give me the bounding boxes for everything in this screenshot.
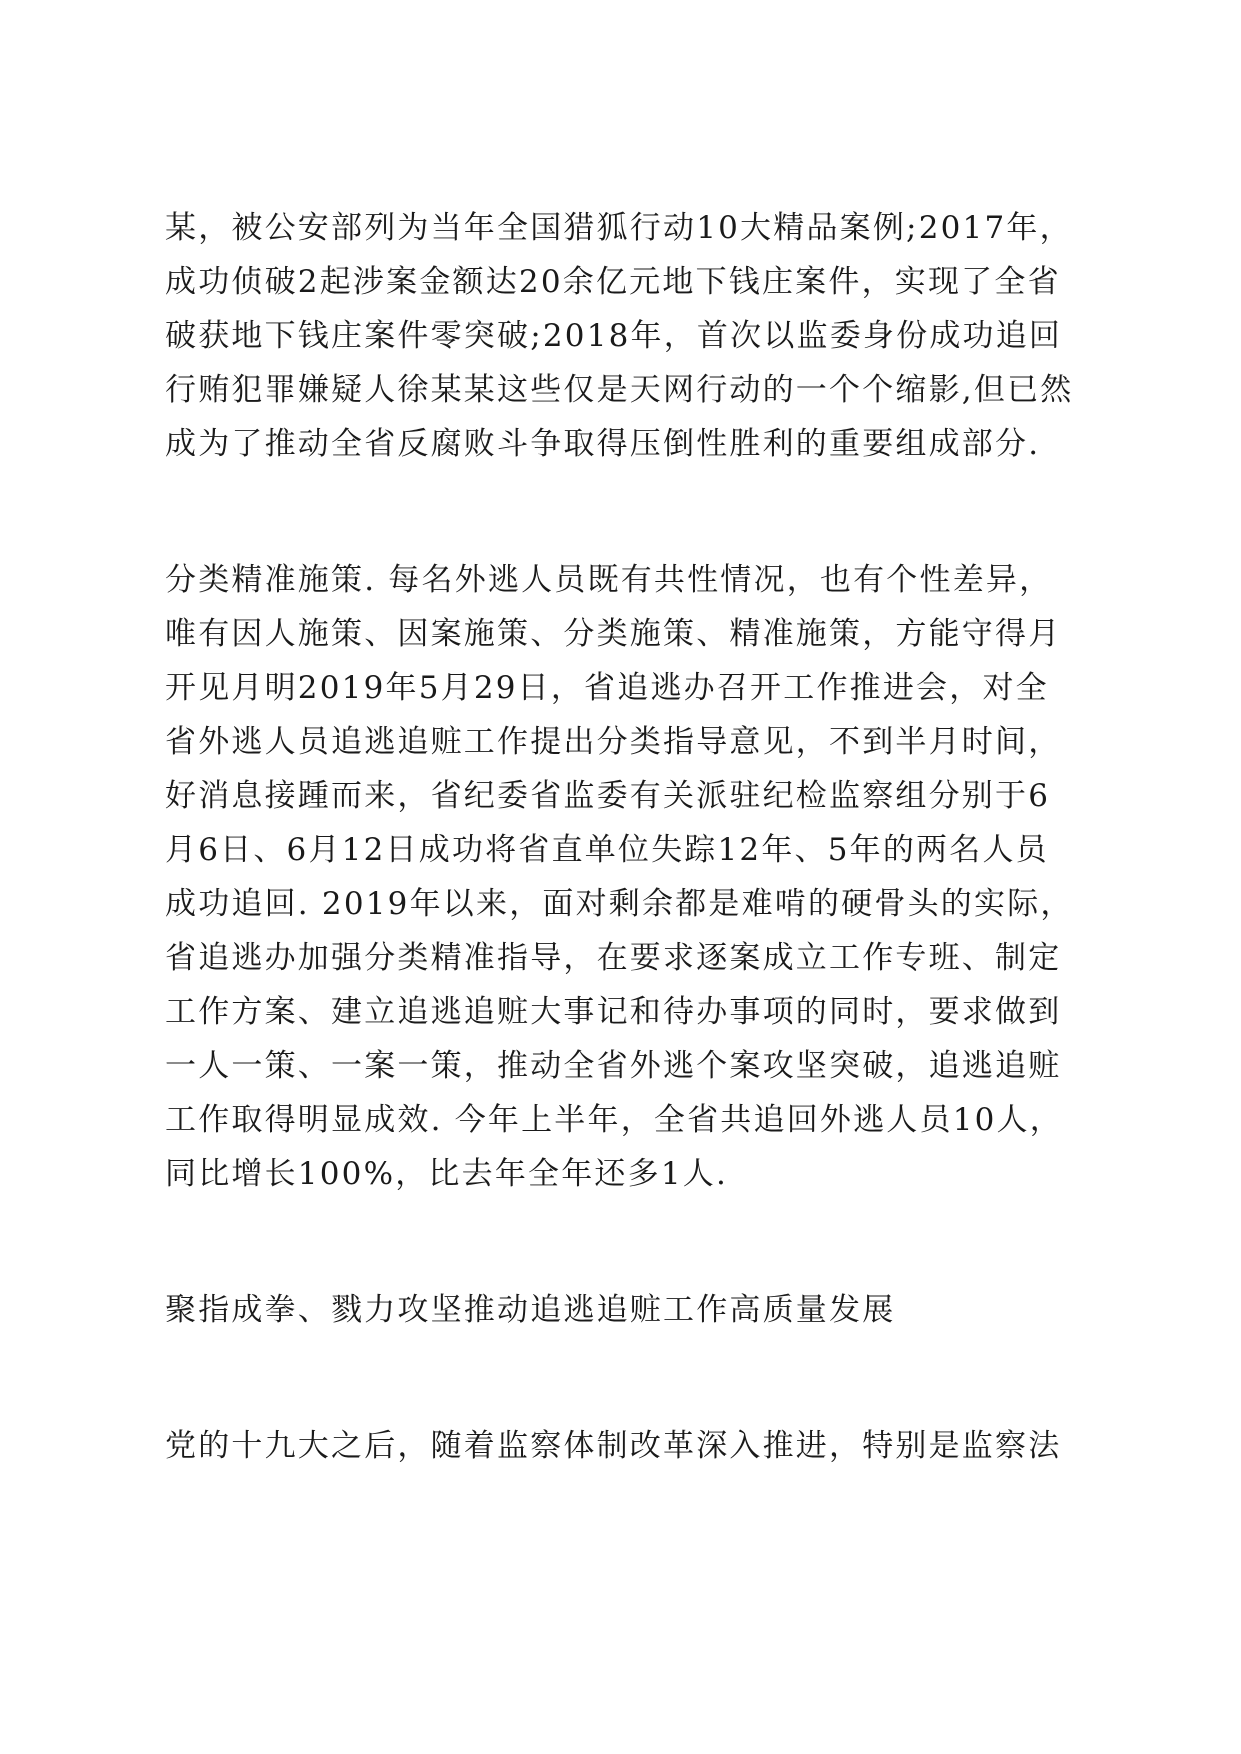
text-line: 开见月明2019年5月29日，省追逃办召开工作推进会，对全 [165,670,1049,706]
text-line: 月6日、6月12日成功将省直单位失踪12年、5年的两名人员 [165,832,1049,868]
text-line: 破获地下钱庄案件零突破;2018年，首次以监委身份成功追回 [165,318,1063,354]
text-line: 省追逃办加强分类精准指导，在要求逐案成立工作专班、制定 [165,940,1062,976]
text-line: 工作方案、建立追逃追赃大事记和待办事项的同时，要求做到 [165,994,1062,1030]
text-line: 行贿犯罪嫌疑人徐某某这些仅是天网行动的一个个缩影,但已然 [165,372,1074,408]
text-line: 工作取得明显成效. 今年上半年，全省共追回外逃人员10人， [165,1102,1063,1138]
text-line: 一人一策、一案一策，推动全省外逃个案攻坚突破，追逃追赃 [165,1048,1062,1084]
text-line: 唯有因人施策、因案施策、分类施策、精准施策，方能守得月 [165,616,1062,652]
text-line: 成功追回. 2019年以来，面对剩余都是难啃的硬骨头的实际， [165,886,1074,922]
text-line: 成为了推动全省反腐败斗争取得压倒性胜利的重要组成部分. [165,426,1041,462]
text-line: 同比增长100%，比去年全年还多1人. [165,1156,729,1192]
text-line: 省外逃人员追逃追赃工作提出分类指导意见，不到半月时间， [165,724,1062,760]
text-line: 成功侦破2起涉案金额达20余亿元地下钱庄案件，实现了全省 [165,264,1061,300]
section-heading: 聚指成拳、戮力攻坚推动追逃追赃工作高质量发展 [165,1292,896,1328]
text-line: 某，被公安部列为当年全国猎狐行动10大精品案例;2017年， [165,210,1073,246]
text-line: 党的十九大之后，随着监察体制改革深入推进，特别是监察法 [165,1428,1062,1464]
text-line: 分类精准施策. 每名外逃人员既有共性情况，也有个性差异， [165,562,1053,598]
text-line: 好消息接踵而来，省纪委省监委有关派驻纪检监察组分别于6 [165,778,1051,814]
